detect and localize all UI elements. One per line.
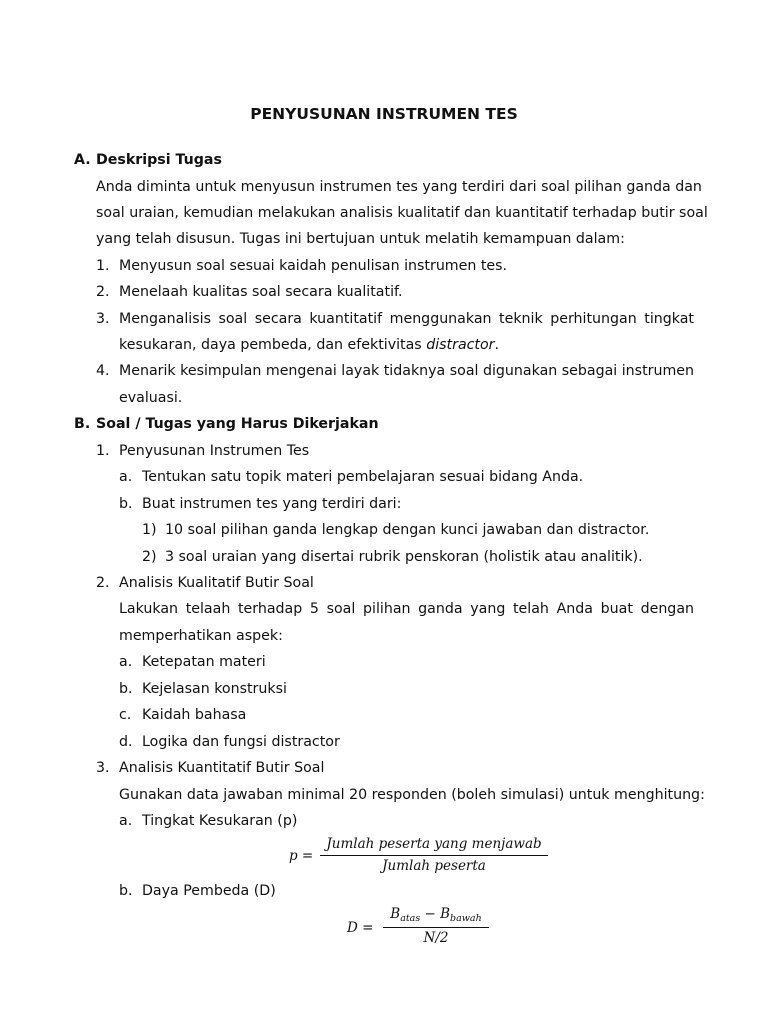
- formula-d-denominator: N/2: [423, 930, 449, 946]
- formula-p-numerator: Jumlah peserta yang menjawab: [326, 836, 542, 852]
- list-item: Menarik kesimpulan mengenai layak tidaknya soal digunakan sebagai instrumen: [119, 363, 694, 379]
- list-item-number: 3.: [96, 311, 110, 327]
- list-item: Menelaah kualitas soal secara kualitatif.: [119, 284, 403, 300]
- task-number: 2.: [96, 575, 110, 591]
- section-a-heading: Deskripsi Tugas: [96, 152, 222, 168]
- sub-item: Tentukan satu topik materi pembelajaran sesuai bidang Anda.: [142, 469, 584, 485]
- list-item: Menyusun soal sesuai kaidah penulisan instrumen tes.: [119, 258, 508, 274]
- aspect-item: Logika dan fungsi distractor: [142, 734, 340, 750]
- page-title: PENYUSUNAN INSTRUMEN TES: [250, 105, 518, 123]
- task-title: Penyusunan Instrumen Tes: [119, 443, 310, 459]
- distractor-emphasis: distractor: [426, 337, 495, 353]
- formula-p-fraction: [320, 836, 548, 876]
- list-item-number: 4.: [96, 363, 110, 379]
- nested-item-label: 2): [142, 549, 157, 565]
- sub-item: Tingkat Kesukaran (p): [142, 813, 298, 829]
- aspect-label: a.: [119, 654, 133, 670]
- list-item-continuation: evaluasi.: [119, 390, 183, 406]
- task-title: Analisis Kuantitatif Butir Soal: [119, 760, 325, 776]
- section-a-para-line-1: Anda diminta untuk menyusun instrumen tes yang terdiri dari soal pilihan ganda dan: [96, 179, 702, 195]
- list-item-continuation: kesukaran, daya pembeda, dan efektivitas distractor.: [119, 337, 500, 353]
- aspect-item: Kejelasan konstruksi: [142, 681, 287, 697]
- list-item: Menganalisis soal secara kuantitatif menggunakan teknik perhitungan tingkat: [119, 311, 694, 327]
- task-para-line-2: memperhatikan aspek:: [119, 628, 283, 644]
- task-title: Analisis Kualitatif Butir Soal: [119, 575, 314, 591]
- task-number: 3.: [96, 760, 110, 776]
- nested-item: 10 soal pilihan ganda lengkap dengan kunci jawaban dan distractor.: [165, 522, 650, 538]
- sub-item-label: b.: [119, 883, 133, 899]
- aspect-item: Ketepatan materi: [142, 654, 266, 670]
- sub-item-label: a.: [119, 813, 133, 829]
- task-para: Gunakan data jawaban minimal 20 responden (boleh simulasi) untuk menghitung:: [119, 787, 705, 803]
- sub-item-label: a.: [119, 469, 133, 485]
- nested-item-label: 1): [142, 522, 157, 538]
- section-b-heading: Soal / Tugas yang Harus Dikerjakan: [96, 416, 379, 432]
- task-para-line-1: Lakukan telaah terhadap 5 soal pilihan ganda yang telah Anda buat dengan: [119, 601, 694, 617]
- section-a-para-line-3: yang telah disusun. Tugas ini bertujuan untuk melatih kemampuan dalam:: [96, 231, 625, 247]
- fraction-bar: [383, 927, 489, 928]
- formula-p-lhs: p =: [289, 848, 314, 864]
- sub-item: Daya Pembeda (D): [142, 883, 276, 899]
- formula-p-denominator: Jumlah peserta: [382, 858, 486, 874]
- fraction-bar: [320, 855, 548, 856]
- aspect-label: b.: [119, 681, 133, 697]
- formula-d-fraction: [383, 906, 489, 948]
- section-a-para-line-2: soal uraian, kemudian melakukan analisis kualitatif dan kuantitatif terhadap butir soal: [96, 205, 708, 221]
- aspect-item: Kaidah bahasa: [142, 707, 247, 723]
- formula-d-lhs: D =: [347, 920, 374, 936]
- aspect-label: c.: [119, 707, 132, 723]
- nested-item: 3 soal uraian yang disertai rubrik penskoran (holistik atau analitik).: [165, 549, 643, 565]
- aspect-label: d.: [119, 734, 133, 750]
- section-b-label: B.: [74, 416, 91, 432]
- sub-item-label: b.: [119, 496, 133, 512]
- sub-item: Buat instrumen tes yang terdiri dari:: [142, 496, 402, 512]
- list-item-number: 1.: [96, 258, 110, 274]
- task-number: 1.: [96, 443, 110, 459]
- list-item-number: 2.: [96, 284, 110, 300]
- formula-d-numerator: $B_{atas} - B_{bawah}$: [390, 906, 482, 924]
- section-a-label: A.: [74, 152, 91, 168]
